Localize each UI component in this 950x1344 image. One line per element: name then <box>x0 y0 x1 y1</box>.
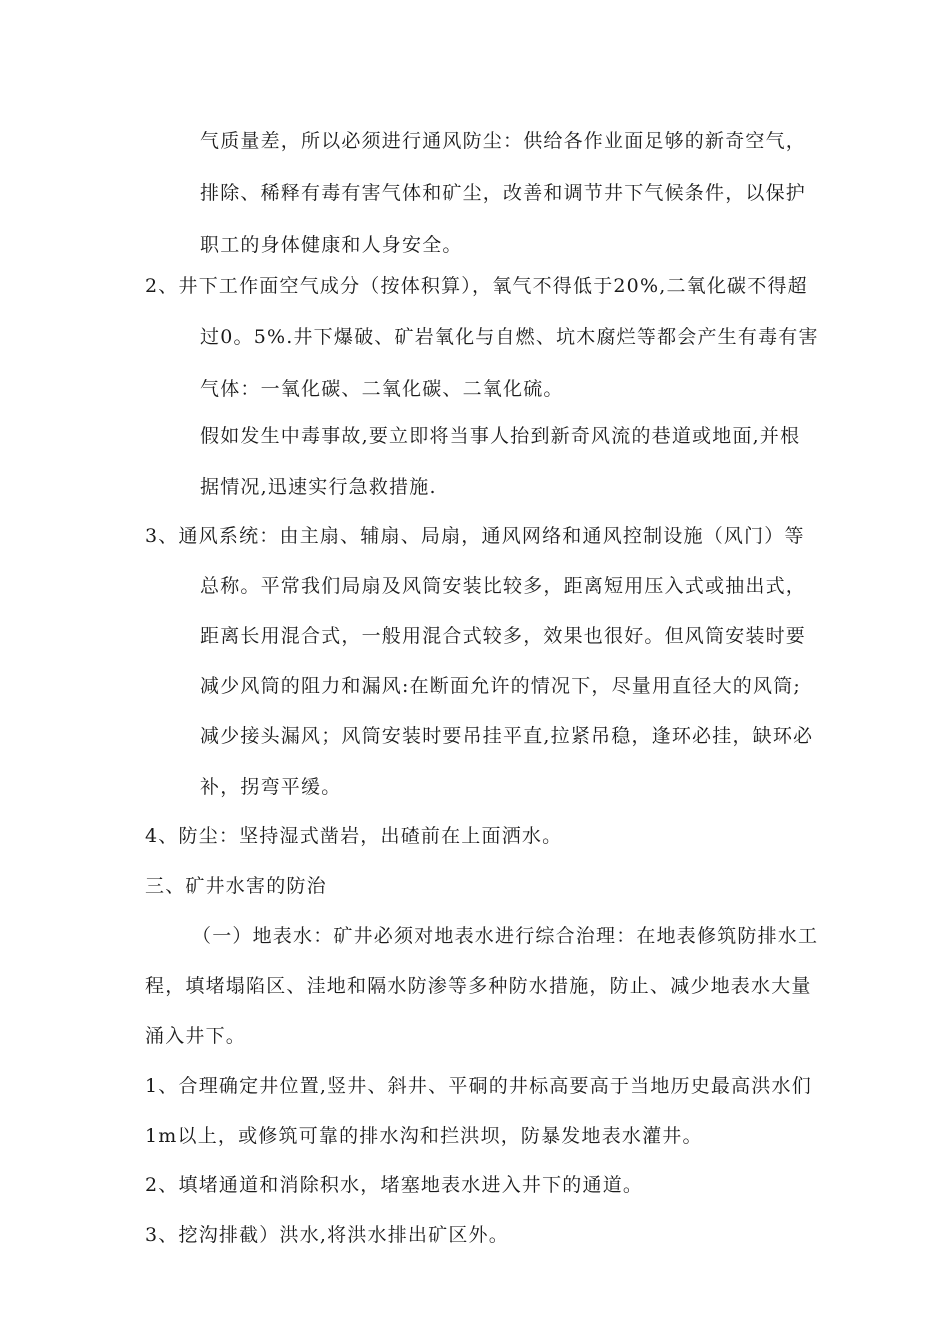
list-item-3b: 3、挖沟排截）洪水,将洪水排出矿区外。 <box>145 1224 509 1246</box>
list-item-3: 3、通风系统：由主扇、辅扇、局扇，通风网络和通风控制设施（风门）等 <box>145 525 805 547</box>
text-line: 减少接头漏风；风筒安装时要吊挂平直,拉紧吊稳，逢环必挂，缺环必 <box>200 725 814 747</box>
text-line: 假如发生中毒事故,要立即将当事人抬到新奇风流的巷道或地面,并根 <box>200 425 801 447</box>
text-line: 过0。5%.井下爆破、矿岩氧化与自燃、坑木腐烂等都会产生有毒有害 <box>200 326 819 348</box>
text-line: 排除、稀释有毒有害气体和矿尘，改善和调节井下气候条件，以保护 <box>200 182 807 204</box>
text-line: 1m以上，或修筑可靠的排水沟和拦洪坝，防暴发地表水灌井。 <box>145 1125 703 1147</box>
section-heading: 三、矿井水害的防治 <box>145 875 327 897</box>
paragraph-start: （一）地表水：矿井必须对地表水进行综合治理：在地表修筑防排水工 <box>192 925 819 947</box>
text-line: 涌入井下。 <box>145 1025 247 1047</box>
text-line: 距离长用混合式，一般用混合式较多，效果也很好。但风筒安装时要 <box>200 625 807 647</box>
list-item-2b: 2、填堵通道和消除积水，堵塞地表水进入井下的通道。 <box>145 1174 644 1196</box>
text-line: 气质量差，所以必须进行通风防尘：供给各作业面足够的新奇空气， <box>200 130 807 152</box>
text-line: 补，拐弯平缓。 <box>200 776 342 798</box>
text-line: 气体：一氧化碳、二氧化碳、二氧化硫。 <box>200 378 564 400</box>
text-line: 减少风筒的阻力和漏风:在断面允许的情况下，尽量用直径大的风筒; <box>200 675 802 697</box>
text-line: 职工的身体健康和人身安全。 <box>200 234 463 256</box>
text-line: 程，填堵塌陷区、洼地和隔水防渗等多种防水措施，防止、减少地表水大量 <box>145 975 812 997</box>
text-line: 总称。平常我们局扇及风筒安装比较多，距离短用压入式或抽出式， <box>200 575 807 597</box>
list-item-4: 4、防尘：坚持湿式凿岩，出碴前在上面洒水。 <box>145 825 563 847</box>
text-line: 据情况,迅速实行急救措施. <box>200 476 437 498</box>
list-item-1: 1、合理确定井位置,竖井、斜井、平硐的井标高要高于当地历史最高洪水们 <box>145 1075 812 1097</box>
list-item-2: 2、井下工作面空气成分（按体积算），氧气不得低于20%,二氧化碳不得超 <box>145 275 808 297</box>
